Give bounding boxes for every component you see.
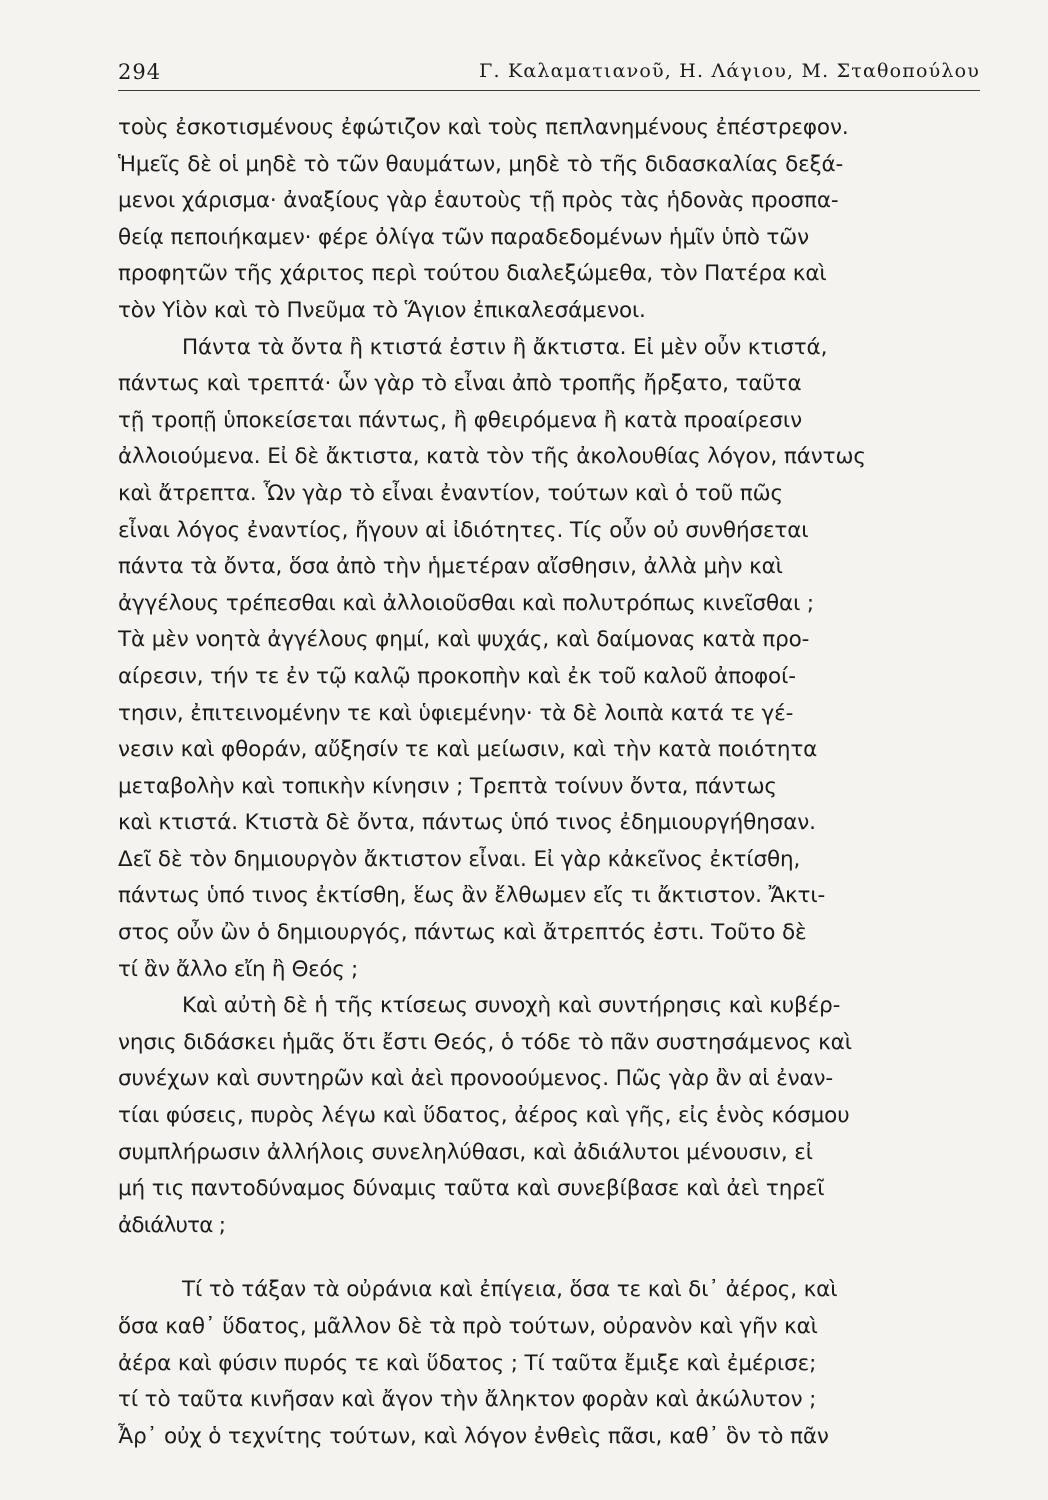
text-line: Καὶ αὐτὴ δὲ ἡ τῆς κτίσεως συνοχὴ καὶ συντήρησις καὶ κυβέρ-: [182, 993, 841, 1019]
text-line: αίρεσιν, τήν τε ἐν τῷ καλῷ προκοπὴν καὶ ἐκ τοῦ καλοῦ ἀποφοί-: [118, 663, 796, 689]
page-header: [118, 52, 980, 91]
text-line: τοὺς ἐσκοτισμένους ἐφώτιζον καὶ τοὺς πεπλανημένους ἐπέστρεφον.: [118, 115, 849, 140]
text-line: καὶ κτιστά. Κτιστὰ δὲ ὄντα, πάντως ὑπό τινος ἐδημιουργήθησαν.: [118, 810, 816, 836]
paragraph: [118, 1272, 988, 1455]
text-line: πάντως ὑπό τινος ἐκτίσθη, ἕως ἂν ἔλθωμεν εἴς τι ἄκτιστον. Ἄκτι-: [118, 883, 826, 909]
text-line: ἀλλοιούμενα. Εἰ δὲ ἄκτιστα, κατὰ τὸν τῆς ἀκολουθίας λόγον, πάντως: [118, 444, 866, 470]
text-line: μενοι χάρισμα· ἀναξίους γὰρ ἑαυτοὺς τῇ πρὸς τὰς ἡδονὰς προσπα-: [118, 188, 839, 214]
text-line: στος οὖν ὢν ὁ δημιουργός, πάντως καὶ ἄτρεπτός ἐστι. Τοῦτο δὲ: [118, 920, 807, 946]
text-line: συμπλήρωσιν ἀλλήλοις συνεληλύθασι, καὶ ἀδιάλυτοι μένουσιν, εἰ: [118, 1139, 813, 1165]
text-line: ὅσα καθ᾽ ὕδατος, μᾶλλον δὲ τὰ πρὸ τούτων, οὐρανὸν καὶ γῆν καὶ: [118, 1314, 818, 1339]
paragraph: [118, 330, 988, 989]
text-line: νεσιν καὶ φθοράν, αὔξησίν τε καὶ μείωσιν, καὶ τὴν κατὰ ποιότητα: [118, 737, 818, 763]
text-line: Δεῖ δὲ τὸν δημιουργὸν ἄκτιστον εἶναι. Εἰ γὰρ κἀκεῖνος ἐκτίσθη,: [118, 846, 801, 872]
page-number: 294: [118, 60, 162, 84]
text-line: πάντα τὰ ὄντα, ὅσα ἀπὸ τὴν ἡμετέραν αἴσθησιν, ἀλλὰ μὴν καὶ: [118, 554, 783, 580]
text-line: τὸν Υἱὸν καὶ τὸ Πνεῦμα τὸ Ἅγιον ἐπικαλεσάμενοι.: [118, 297, 646, 323]
text-line: τῇ τροπῇ ὑποκείσεται πάντως, ἢ φθειρόμενα ἢ κατὰ προαίρεσιν: [118, 407, 802, 433]
text-line: πάντως καὶ τρεπτά· ὧν γὰρ τὸ εἶναι ἀπὸ τροπῆς ἤρξατο, ταῦτα: [118, 371, 802, 397]
text-line: μεταβολὴν καὶ τοπικὴν κίνησιν ; Τρεπτὰ τοίνυν ὄντα, πάντως: [118, 773, 777, 799]
paragraph-gap: [118, 1244, 988, 1272]
text-line: προφητῶν τῆς χάριτος περὶ τούτου διαλεξώμεθα, τὸν Πατέρα καὶ: [118, 261, 827, 287]
text-line: Τὰ μὲν νοητὰ ἀγγέλους φημί, καὶ ψυχάς, καὶ δαίμονας κατὰ προ-: [118, 627, 810, 653]
paragraph: [118, 110, 988, 330]
text-line: τί τὸ ταῦτα κινῆσαν καὶ ἄγον τὴν ἄληκτον φορὰν καὶ ἀκώλυτον ;: [118, 1387, 817, 1413]
text-line: ἀγγέλους τρέπεσθαι καὶ ἀλλοιοῦσθαι καὶ πολυτρόπως κινεῖσθαι ;: [118, 590, 815, 616]
body-text: [118, 110, 988, 1455]
text-line: εἶναι λόγος ἐναντίος, ἤγουν αἱ ἰδιότητες. Τίς οὖν οὐ συνθήσεται: [118, 517, 809, 543]
text-line: ἀδιάλυτα ;: [118, 1212, 226, 1238]
text-line: μή τις παντοδύναμος δύναμις ταῦτα καὶ συνεβίβασε καὶ ἀεὶ τηρεῖ: [118, 1176, 825, 1202]
text-line: ἀέρα καὶ φύσιν πυρός τε καὶ ὕδατος ; Τί ταῦτα ἔμιξε καὶ ἐμέρισε;: [118, 1350, 817, 1376]
text-line: νησις διδάσκει ἡμᾶς ὅτι ἔστι Θεός, ὁ τόδε τὸ πᾶν συστησάμενος καὶ: [118, 1029, 852, 1055]
paragraph: [118, 988, 988, 1244]
text-line: τί ἂν ἄλλο εἴη ἢ Θεός ;: [118, 956, 358, 982]
text-line: καὶ ἄτρεπτα. Ὧν γὰρ τὸ εἶναι ἐναντίον, τούτων καὶ ὁ τοῦ πῶς: [118, 480, 783, 506]
text-line: Ἆρ᾽ οὐχ ὁ τεχνίτης τούτων, καὶ λόγον ἐνθεὶς πᾶσι, καθ᾽ ὃν τὸ πᾶν: [118, 1423, 829, 1449]
text-line: Ἡμεῖς δὲ οἱ μηδὲ τὸ τῶν θαυμάτων, μηδὲ τὸ τῆς διδασκαλίας δεξά-: [118, 151, 844, 177]
text-line: Πάντα τὰ ὄντα ἢ κτιστά ἐστιν ἢ ἄκτιστα. Εἰ μὲν οὖν κτιστά,: [182, 334, 828, 360]
running-head: Γ. Καλαματιανοῦ, Η. Λάγιου, Μ. Σταθοπούλου: [479, 60, 980, 82]
text-line: Τί τὸ τάξαν τὰ οὐράνια καὶ ἐπίγεια, ὅσα τε καὶ δι᾽ ἀέρος, καὶ: [182, 1277, 838, 1303]
text-line: τίαι φύσεις, πυρὸς λέγω καὶ ὕδατος, ἀέρος καὶ γῆς, εἰς ἑνὸς κόσμου: [118, 1103, 850, 1129]
text-line: θείᾳ πεποιήκαμεν· φέρε ὀλίγα τῶν παραδεδομένων ἡμῖν ὑπὸ τῶν: [118, 224, 809, 250]
text-line: συνέχων καὶ συντηρῶν καὶ ἀεὶ προνοούμενος. Πῶς γὰρ ἂν αἱ ἐναν-: [118, 1066, 834, 1092]
text-line: τησιν, ἐπιτεινομένην τε καὶ ὑφιεμένην· τὰ δὲ λοιπὰ κατά τε γέ-: [118, 700, 794, 726]
